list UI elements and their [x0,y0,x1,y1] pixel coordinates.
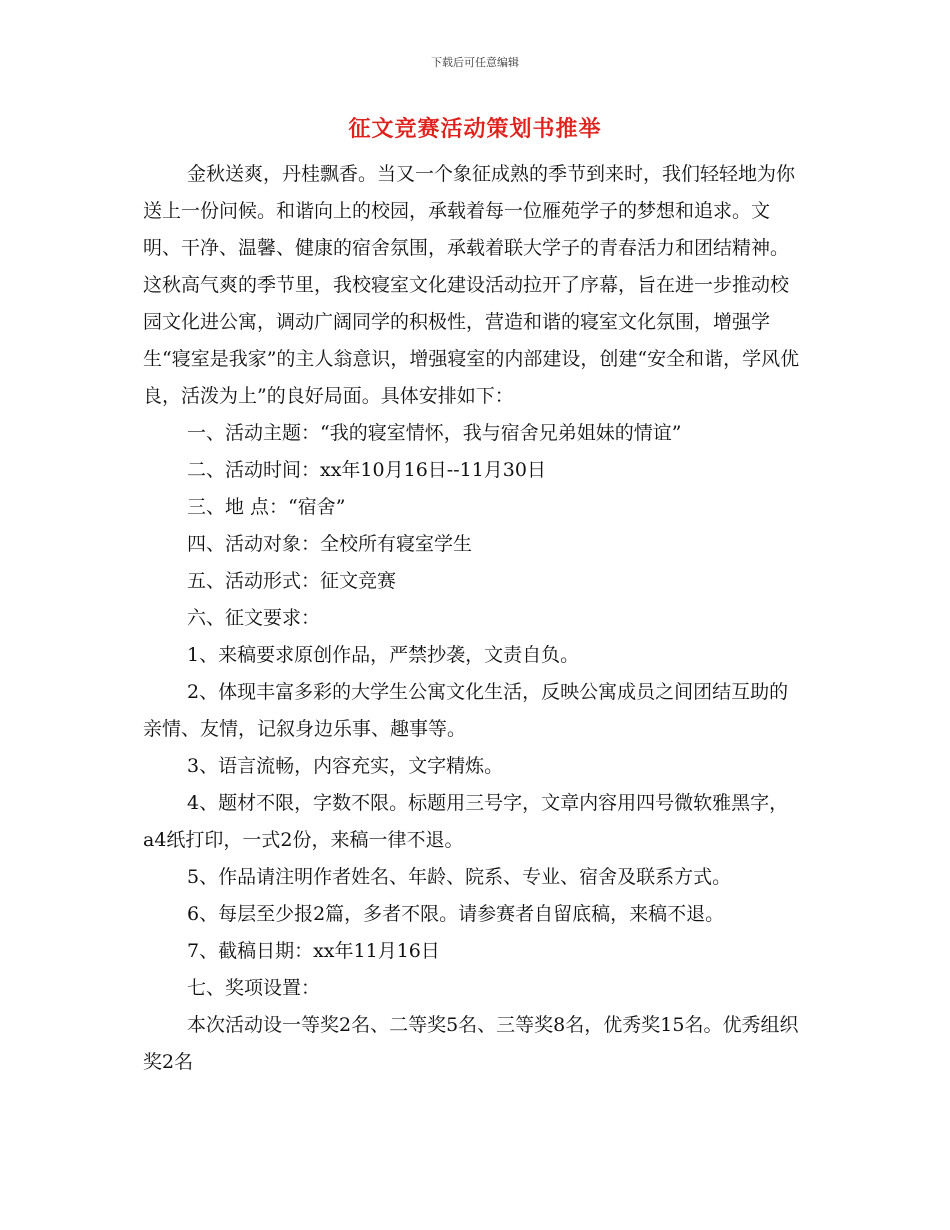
requirements-heading: 六、征文要求： [187,607,321,629]
requirement-item-5: 5、作品请注明作者姓名、年龄、院系、专业、宿舍及联系方式。 [187,866,732,888]
activity-time: 二、活动时间：xx年10月16日--11月30日 [187,459,546,481]
requirement-item-3: 3、语言流畅，内容充实，文字精炼。 [187,755,504,777]
requirement-item-2: 2、体现丰富多彩的大学生公寓文化生活，反映公寓成员之间团结互助的亲情、友情，记叙身边乐事、趣事等。 [143,681,789,740]
requirement-item-7: 7、截稿日期：xx年11月16日 [187,940,440,962]
header-note: 下载后可任意编辑 [431,56,519,69]
requirement-item-4: 4、题材不限，字数不限。标题用三号字，文章内容用四号微软雅黑字，a4纸打印，一式2份，来稿一律不退。 [143,792,789,851]
document-body [143,156,807,1081]
activity-theme: 一、活动主题：“我的寝室情怀，我与宿舍兄弟姐妹的情谊” [187,422,682,444]
awards-heading: 七、奖项设置： [187,977,321,999]
activity-format: 五、活动形式：征文竞赛 [187,570,397,592]
intro-paragraph: 金秋送爽，丹桂飘香。当又一个象征成熟的季节到来时，我们轻轻地为你送上一份问候。和谐向上的校园，承载着每一位雁苑学子的梦想和追求。文明、干净、温馨、健康的宿舍氛围，承载着联大学子的青春活力和团结精神。这秋高气爽的季节里，我校寝室文化建设活动拉开了序幕，旨在进一步推动校园文化进公寓，调动广阔同学的积极性，营造和谐的寝室文化氛围，增强学生“寝室是我家”的主人翁意识，增强寝室的内部建设，创建“安全和谐，学风优良，活泼为上”的良好局面。具体安排如下： [143,163,800,407]
requirement-item-6: 6、每层至少报2篇，多者不限。请参赛者自留底稿，来稿不退。 [187,903,725,925]
activity-target: 四、活动对象：全校所有寝室学生 [187,533,473,555]
requirement-item-1: 1、来稿要求原创作品，严禁抄袭，文责自负。 [187,644,580,666]
activity-location: 三、地 点：“宿舍” [187,496,346,518]
awards-paragraph: 本次活动设一等奖2名、二等奖5名、三等奖8名，优秀奖15名。优秀组织奖2名 [143,1014,799,1073]
document-title: 征文竞赛活动策划书推举 [348,116,602,142]
